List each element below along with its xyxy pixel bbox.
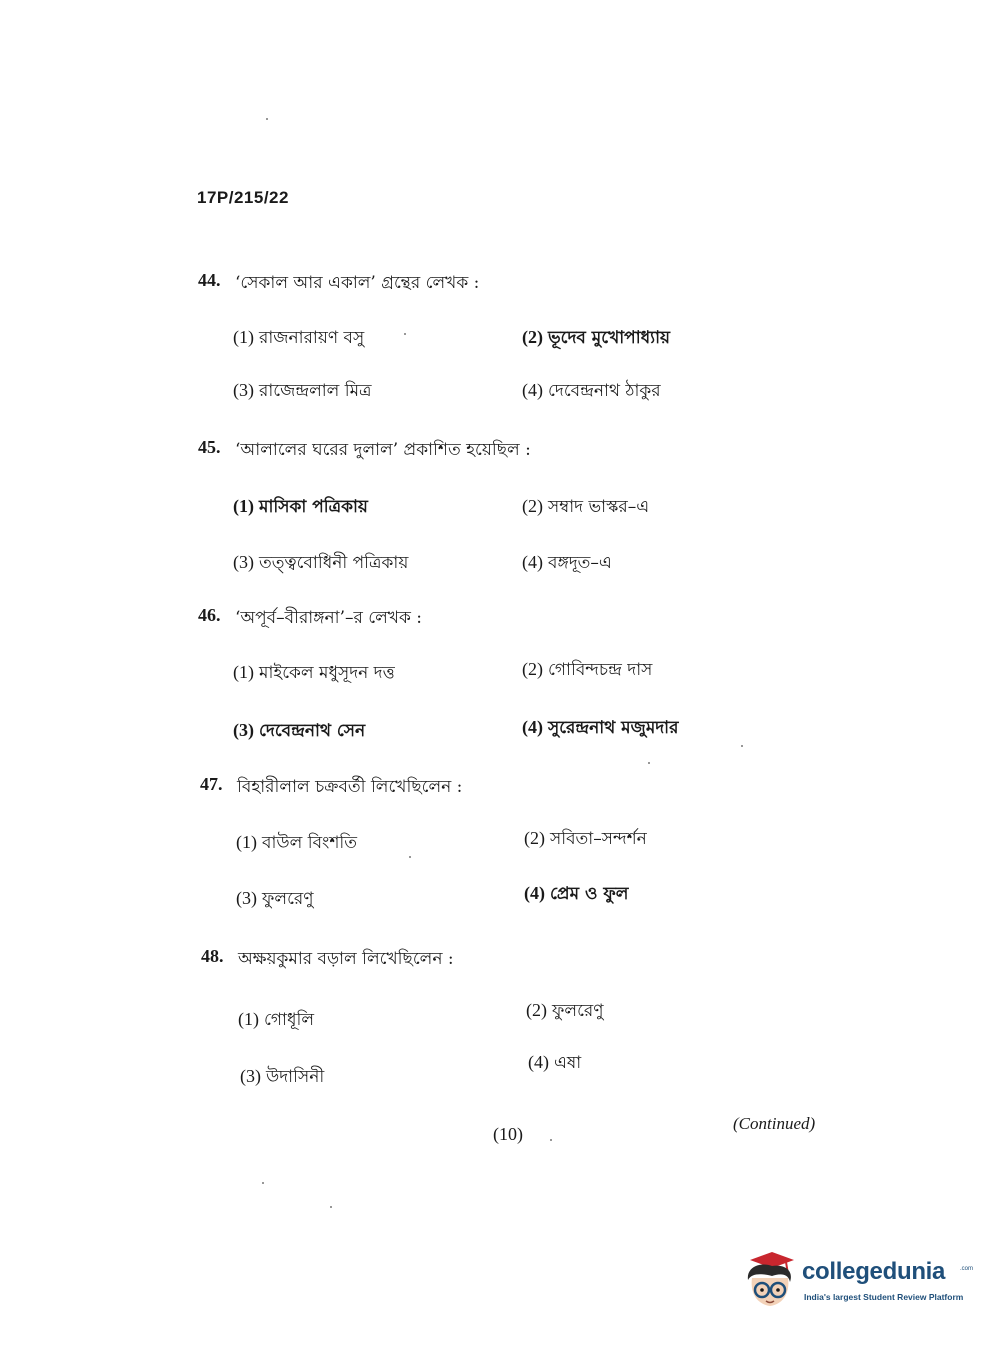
brand-name: collegedunia [802, 1258, 946, 1285]
option-3: (3) দেবেন্দ্রনাথ সেন [233, 720, 366, 741]
option-3: (3) তত্ত্ববোধিনী পত্রিকায় [233, 552, 409, 573]
question-text: ‘অপূর্ব–বীরাঙ্গনা’–র লেখক : [235, 608, 422, 628]
continued-note: (Continued) [733, 1114, 816, 1133]
option-2: (2) ফুলরেণু [526, 1000, 604, 1021]
question-text: বিহারীলাল চক্রবর্তী লিখেছিলেন : [237, 777, 463, 797]
option-4: (4) এষা [528, 1052, 582, 1073]
option-4: (4) দেবেন্দ্রনাথ ঠাকুর [522, 380, 661, 401]
option-4: (4) বঙ্গদূত–এ [522, 552, 612, 573]
option-2: (2) সম্বাদ ভাস্কর–এ [522, 496, 650, 517]
scan-speck [741, 745, 743, 747]
question-text: ‘সেকাল আর একাল’ গ্রন্থের লেখক : [235, 273, 480, 293]
question-number: 48. [201, 946, 224, 966]
option-2: (2) গোবিন্দচন্দ্র দাস [522, 659, 653, 680]
option-3: (3) ফুলরেণু [236, 888, 314, 909]
scan-speck [330, 1206, 332, 1208]
question-number: 46. [198, 605, 221, 625]
scan-speck [404, 333, 406, 335]
option-1: (1) বাউল বিংশতি [236, 832, 358, 853]
question-number: 47. [200, 774, 223, 794]
option-4: (4) সুরেন্দ্রনাথ মজুমদার [522, 717, 679, 738]
question-text: অক্ষয়কুমার বড়াল লিখেছিলেন : [238, 949, 454, 969]
option-2: (2) সবিতা–সন্দর্শন [524, 828, 647, 849]
scan-speck [550, 1139, 552, 1141]
option-1: (1) মাসিকা পত্রিকায় [233, 496, 368, 517]
collegedunia-logo [742, 1252, 972, 1314]
scan-speck [409, 856, 411, 858]
brand-domain: .com [960, 1266, 974, 1272]
question-number: 45. [198, 437, 221, 457]
question-number: 44. [198, 270, 221, 290]
scan-speck [648, 762, 650, 764]
page-code: 17P/215/22 [197, 188, 289, 207]
option-1: (1) গোধূলি [238, 1009, 315, 1030]
option-1: (1) রাজনারায়ণ বসু [233, 327, 365, 348]
scan-speck [266, 118, 268, 120]
option-4: (4) প্রেম ও ফুল [524, 883, 629, 904]
option-3: (3) উদাসিনী [240, 1066, 325, 1087]
option-3: (3) রাজেন্দ্রলাল মিত্র [233, 380, 372, 401]
brand-tagline: India's largest Student Review Platform [804, 1292, 964, 1302]
question-text: ‘আলালের ঘরের দুলাল’ প্রকাশিত হয়েছিল : [235, 440, 531, 460]
mascot-icon [742, 1252, 800, 1312]
option-2: (2) ভূদেব মুখোপাধ্যায় [522, 327, 671, 348]
page-number: (10) [493, 1124, 523, 1144]
option-1: (1) মাইকেল মধুসূদন দত্ত [233, 662, 395, 683]
scan-speck [262, 1182, 264, 1184]
